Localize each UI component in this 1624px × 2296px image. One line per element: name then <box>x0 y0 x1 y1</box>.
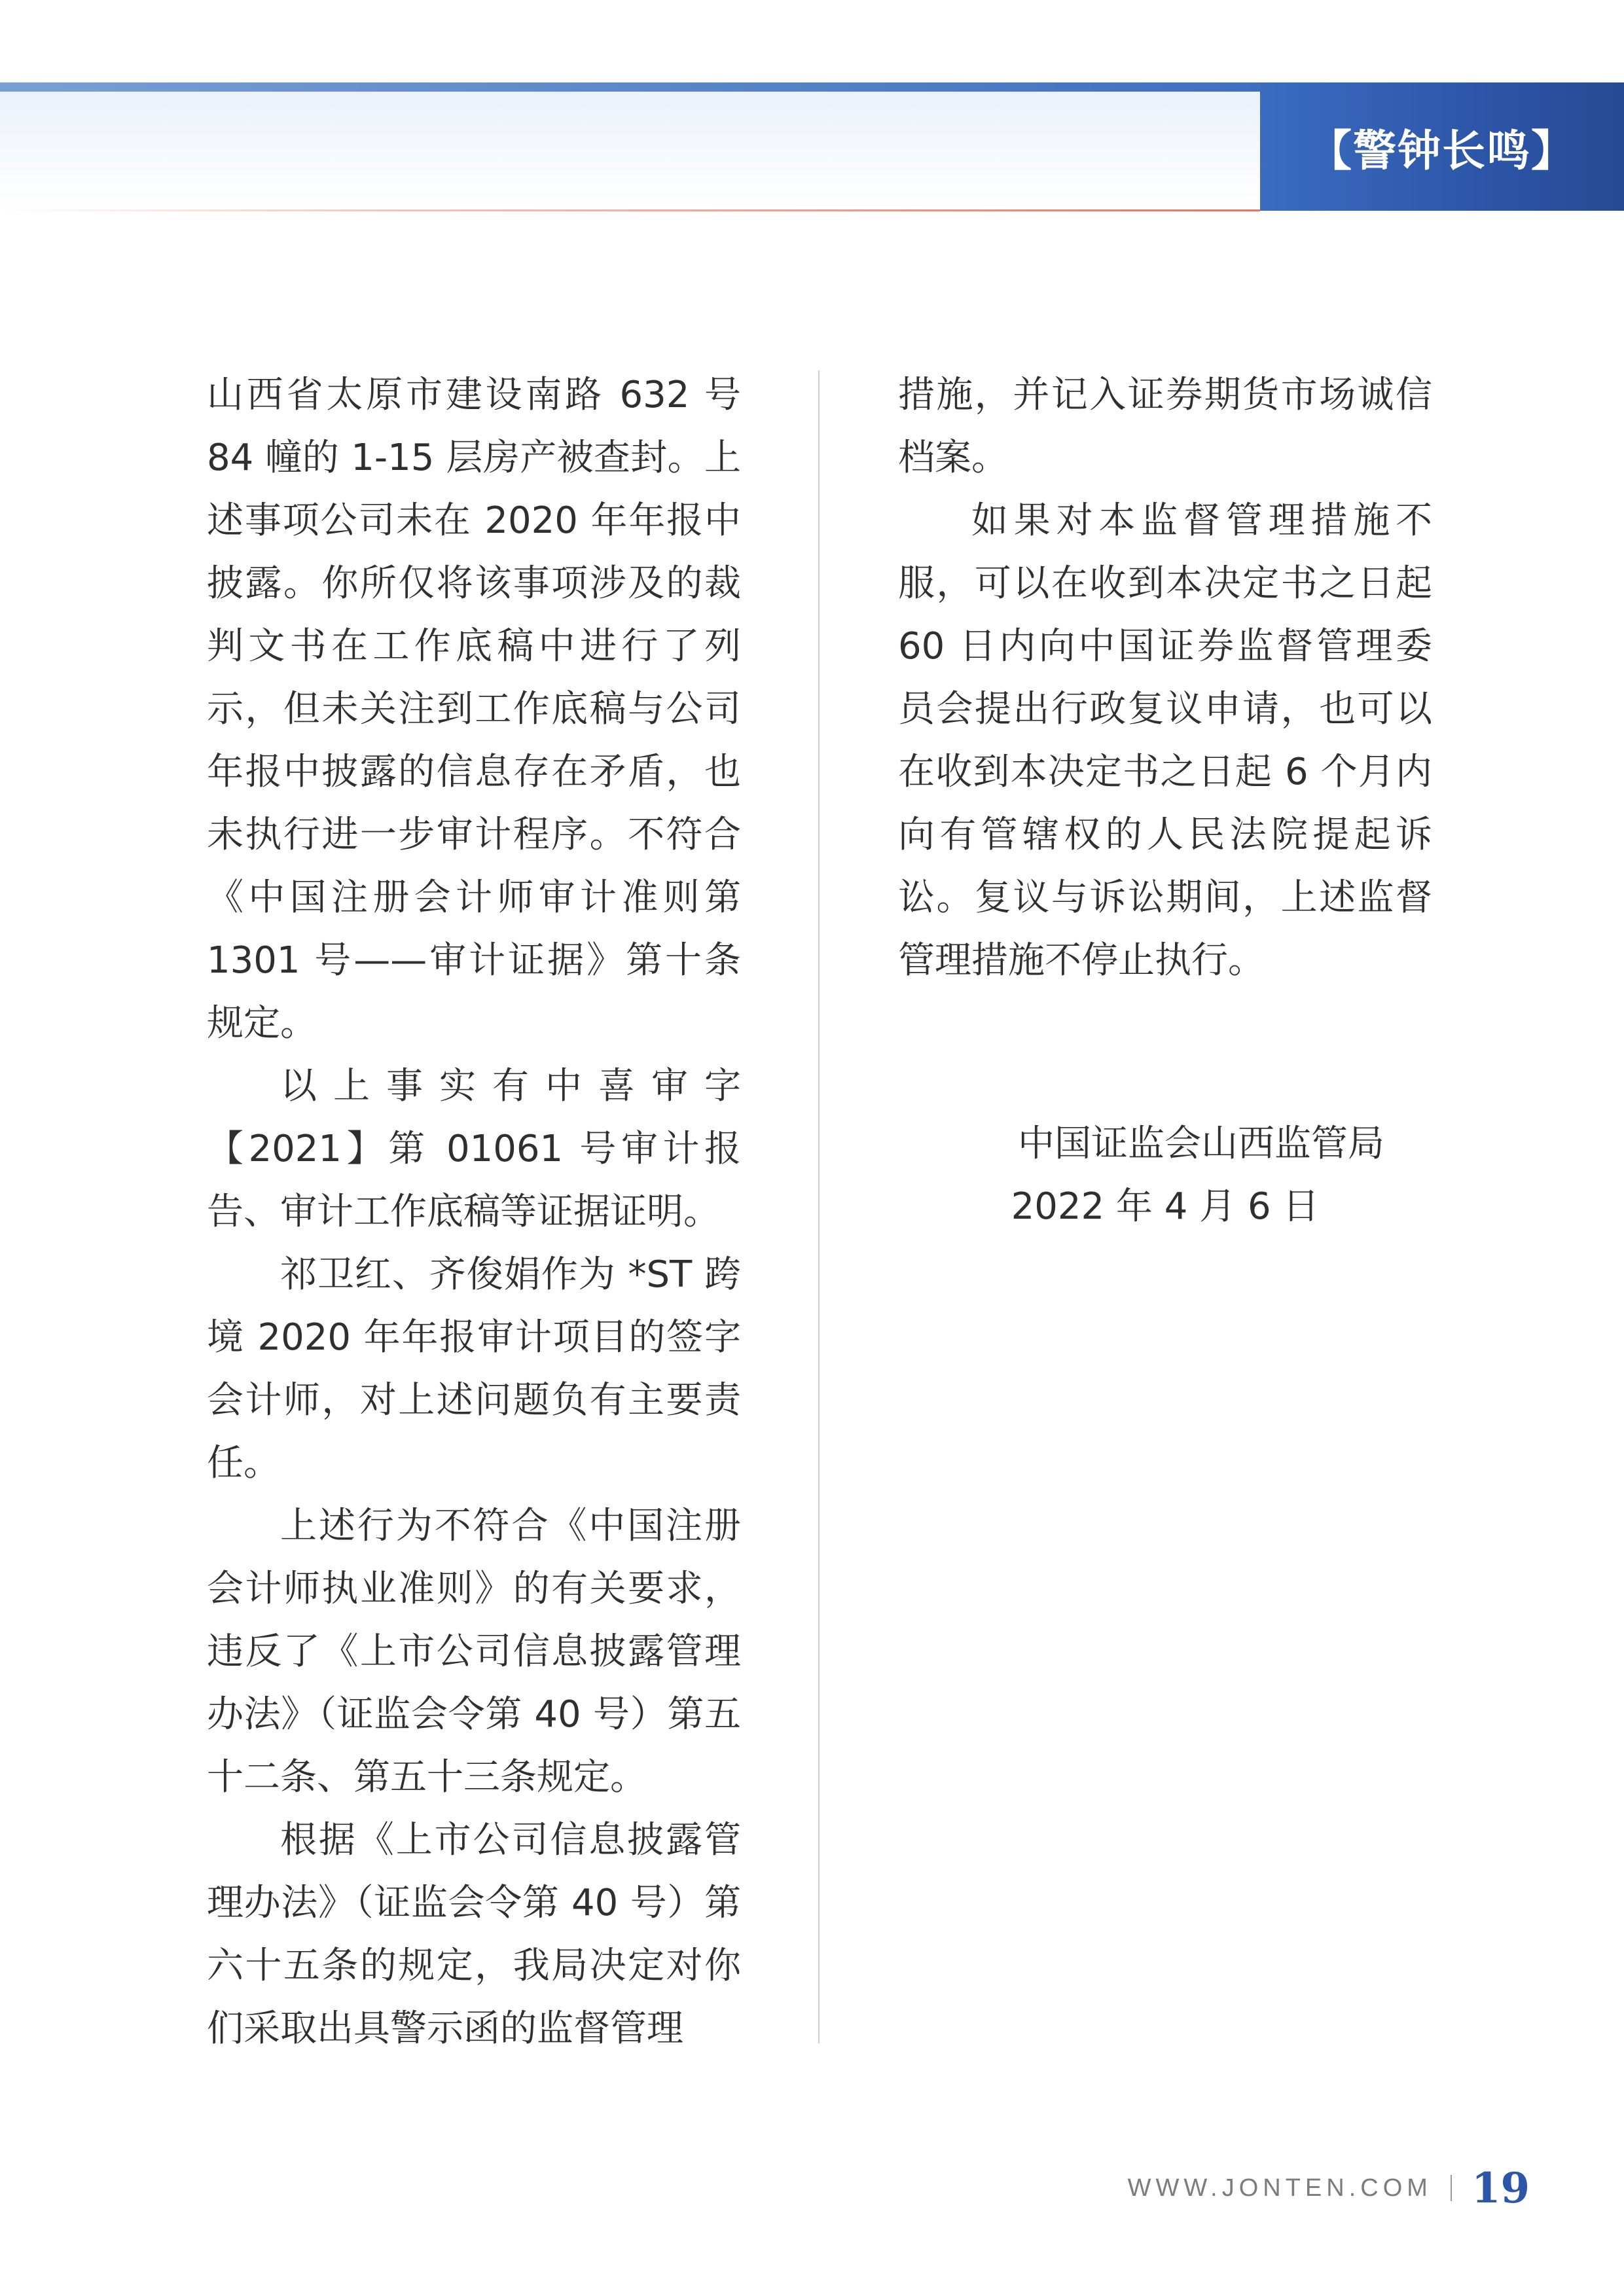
page-footer <box>1128 2165 1530 2211</box>
signature-date: 2022 年 4 月 6 日 <box>1011 1185 1320 1228</box>
signature-block <box>898 1113 1432 1238</box>
signature-organization: 中国证监会山西监管局 <box>1018 1122 1384 1165</box>
header-top-line <box>0 82 1260 92</box>
paragraph: 以上事实有中喜审字【2021】第 01061 号审计报告、审计工作底稿等证据证明。 <box>207 1065 741 1233</box>
section-tag: 【警钟长鸣】 <box>1308 125 1576 176</box>
footer-separator <box>1451 2175 1452 2201</box>
column-divider <box>818 370 820 2043</box>
section-tag-box <box>1260 82 1624 211</box>
header-accent-line <box>0 209 1260 211</box>
right-column <box>898 364 1432 992</box>
left-column <box>207 364 741 2060</box>
paragraph: 如果对本监督管理措施不服，可以在收到本决定书之日起 60 日内向中国证券监督管理委员会提出行政复议申请，也可以在收到本决定书之日起 6 个月内向有管辖权的人民法院提起诉讼。复议与诉讼期间，上述监督管理措施不停止执行。 <box>898 499 1432 982</box>
paragraph: 措施，并记入证券期货市场诚信档案。 <box>898 374 1432 479</box>
paragraph: 根据《上市公司信息披露管理办法》（证监会令第 40 号）第六十五条的规定，我局决定对你们采取出具警示函的监督管理 <box>207 1819 741 2050</box>
header-band <box>0 82 1260 211</box>
page-number: 19 <box>1471 2163 1530 2213</box>
footer-url: WWW.JONTEN.COM <box>1127 2174 1432 2202</box>
paragraph: 祁卫红、齐俊娟作为 *ST 跨境 2020 年年报审计项目的签字会计师，对上述问题负有主要责任。 <box>207 1253 741 1484</box>
paragraph: 上述行为不符合《中国注册会计师执业准则》的有关要求，违反了《上市公司信息披露管理办法》（证监会令第 40 号）第五十二条、第五十三条规定。 <box>207 1505 741 1799</box>
paragraph: 山西省太原市建设南路 632 号 84 幢的 1-15 层房产被查封。上述事项公司未在 2020 年年报中披露。你所仅将该事项涉及的裁判文书在工作底稿中进行了列示，但未关注到工作底稿与公司年报中披露的信息存在矛盾，也未执行进一步审计程序。不符合《中国注册会计师审计准则第 1301 号——审计证据》第十条规定。 <box>207 374 741 1045</box>
